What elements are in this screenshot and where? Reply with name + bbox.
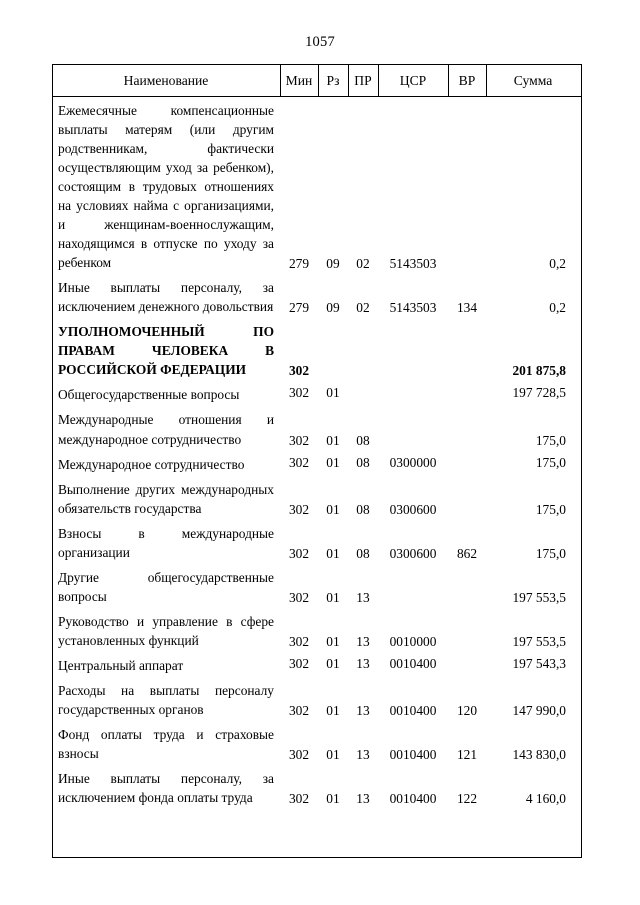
row-name: Ежемесячные компенсационные выплаты матерям (или другим родственникам, фактически осуществляющим уход за ребенком), состоящим в трудовых отношениях на условиях найма с организациями, и женщинам-военнослужащим, находящимся в отпуске по уходу за ребенком [58,103,274,271]
row-min: 302 [288,385,310,401]
row-sum: 4 160,0 [525,791,566,807]
row-sum: 143 830,0 [512,746,566,762]
column-header-vr: ВР [458,72,476,88]
table-body [52,97,580,809]
row-name: Иные выплаты персоналу, за исключением фонда оплаты труда [58,770,274,805]
table-row [52,677,580,721]
row-name: Международные отношения и международное сотрудничество [58,412,274,447]
row-pr: 08 [356,545,370,561]
row-pr: 02 [356,300,370,316]
row-rz: 01 [326,545,340,561]
row-rz: 01 [326,432,340,448]
row-sum: 197 543,3 [512,655,566,671]
page-number: 1057 [305,34,335,50]
row-rz: 01 [326,746,340,762]
row-name: Расходы на выплаты персоналу государственных органов [58,682,274,717]
row-name: Общегосударственные вопросы [58,387,240,403]
row-min: 279 [288,300,310,316]
table-header-row [52,64,580,97]
row-name: УПОЛНОМОЧЕННЫЙ ПО ПРАВАМ ЧЕЛОВЕКА В РОССИЙСКОЙ ФЕДЕРАЦИИ [58,324,274,378]
row-sum: 201 875,8 [512,363,566,379]
row-min: 302 [288,791,310,807]
row-sum: 197 728,5 [512,385,566,401]
column-header-rz: Рз [326,72,340,88]
row-min: 302 [288,454,310,470]
row-pr: 13 [356,589,370,605]
row-csr: 0300600 [389,501,437,517]
row-rz: 01 [326,385,340,401]
row-csr: 0300000 [389,454,437,470]
row-rz: 01 [326,655,340,671]
row-csr: 0010000 [389,633,437,649]
row-min: 302 [288,746,310,762]
column-header-min: Мин [285,72,313,88]
row-sum: 147 990,0 [512,702,566,718]
column-header-name: Наименование [123,72,209,88]
row-sum: 175,0 [535,454,566,470]
row-min: 302 [288,702,310,718]
row-name: Другие общегосударственные вопросы [58,569,274,604]
row-csr: 0010400 [389,655,437,671]
row-pr: 08 [356,454,370,470]
row-pr: 13 [356,633,370,649]
row-rz: 01 [326,589,340,605]
row-min: 279 [288,256,310,272]
row-pr: 13 [356,655,370,671]
column-header-sum: Сумма [513,72,553,88]
row-pr: 13 [356,702,370,718]
row-vr: 120 [456,702,478,718]
row-min: 302 [288,501,310,517]
table-row [52,97,580,274]
row-rz: 01 [326,791,340,807]
row-csr: 0010400 [389,746,437,762]
row-rz: 01 [326,501,340,517]
table-row [52,608,580,652]
table-row [52,318,580,381]
row-name: Фонд оплаты труда и страховые взносы [58,726,274,761]
row-name: Взносы в международные организации [58,525,274,560]
row-sum: 0,2 [549,256,566,272]
table-row [52,274,580,318]
row-rz: 09 [326,256,340,272]
row-pr: 08 [356,432,370,448]
row-csr: 0300600 [389,545,437,561]
row-name: Руководство и управление в сфере установленных функций [58,613,274,648]
row-min: 302 [288,363,310,379]
row-min: 302 [288,655,310,671]
row-name: Международное сотрудничество [58,456,245,472]
row-vr: 121 [456,746,478,762]
row-rz: 01 [326,702,340,718]
table-row [52,520,580,564]
row-vr: 862 [456,545,478,561]
table-row [52,652,580,677]
row-pr: 13 [356,791,370,807]
row-sum: 197 553,5 [512,633,566,649]
table-row [52,451,580,476]
row-pr: 02 [356,256,370,272]
row-name: Выполнение других международных обязательств государства [58,481,274,516]
row-name: Центральный аппарат [58,657,184,673]
table-row [52,721,580,765]
row-csr: 0010400 [389,791,437,807]
column-header-pr: ПР [354,72,372,88]
row-rz: 01 [326,454,340,470]
table-row [52,765,580,809]
row-sum: 175,0 [535,501,566,517]
row-pr: 08 [356,501,370,517]
row-min: 302 [288,633,310,649]
row-min: 302 [288,589,310,605]
row-min: 302 [288,432,310,448]
row-sum: 197 553,5 [512,589,566,605]
table-row [52,564,580,608]
row-rz: 01 [326,633,340,649]
row-sum: 175,0 [535,432,566,448]
row-csr: 5143503 [389,300,437,316]
row-csr: 0010400 [389,702,437,718]
row-min: 302 [288,545,310,561]
column-header-csr: ЦСР [399,72,427,88]
row-name: Иные выплаты персоналу, за исключением денежного довольствия [58,280,274,315]
row-vr: 134 [456,300,478,316]
row-sum: 175,0 [535,545,566,561]
row-rz: 09 [326,300,340,316]
table-row [52,381,580,406]
row-vr: 122 [456,791,478,807]
row-csr: 5143503 [389,256,437,272]
row-sum: 0,2 [549,300,566,316]
table-row [52,476,580,520]
row-pr: 13 [356,746,370,762]
table-row [52,406,580,450]
